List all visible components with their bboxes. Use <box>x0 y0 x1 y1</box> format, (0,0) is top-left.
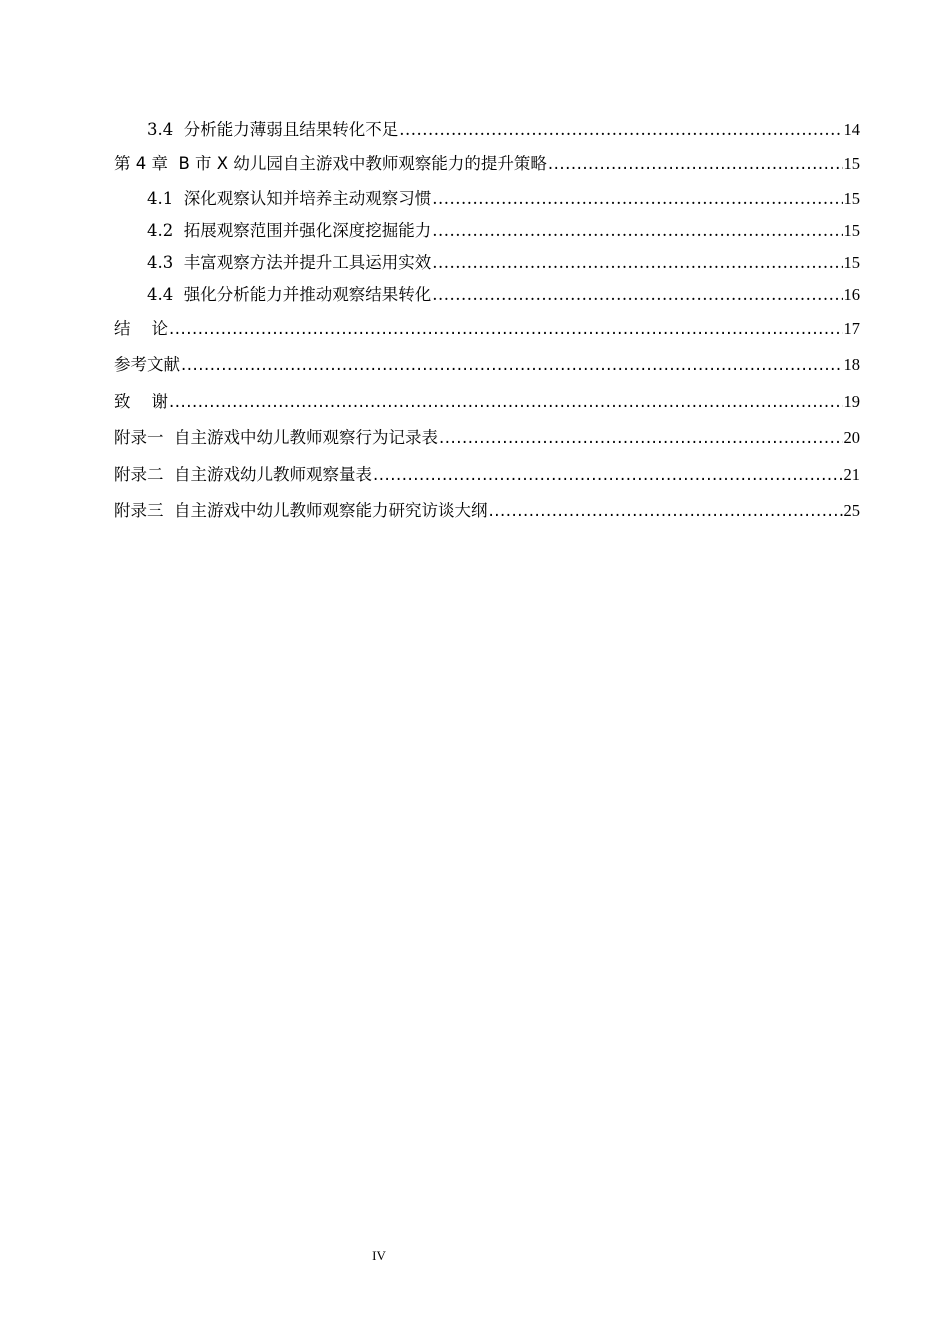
toc-entry-conclusion[interactable] <box>114 311 860 348</box>
toc-dot-leader <box>432 247 842 279</box>
toc-dot-leader <box>432 279 842 311</box>
toc-entry-4-2[interactable] <box>114 215 860 247</box>
toc-dot-leader <box>169 384 843 421</box>
toc-entry-title: 附录三 自主游戏中幼儿教师观察能力研究访谈大纲 <box>114 501 488 520</box>
toc-dot-leader <box>181 347 843 384</box>
toc-dot-leader <box>432 183 842 215</box>
toc-entry-chapter-4[interactable] <box>114 146 860 183</box>
toc-entry-page: 20 <box>843 428 860 447</box>
toc-entry-page: 15 <box>843 220 860 240</box>
toc-entry-page: 15 <box>843 154 860 173</box>
toc-entry-page: 21 <box>843 464 860 484</box>
toc-dot-leader <box>169 311 843 348</box>
toc-dot-leader <box>489 493 843 530</box>
toc-entry-title: 4.4 强化分析能力并推动观察结果转化 <box>147 284 432 304</box>
toc-entry-page: 19 <box>843 391 860 411</box>
toc-entry-page: 17 <box>843 318 860 338</box>
toc-entry-references[interactable] <box>114 347 860 384</box>
toc-dot-leader <box>439 420 843 457</box>
toc-entry-4-1[interactable] <box>114 183 860 215</box>
toc-entry-page: 25 <box>843 501 860 520</box>
toc-entry-title: 3.4 分析能力薄弱且结果转化不足 <box>147 120 399 139</box>
toc-entry-title: 附录一 自主游戏中幼儿教师观察行为记录表 <box>114 428 438 447</box>
toc-entry-appendix-2[interactable] <box>114 457 860 494</box>
toc-dot-leader <box>373 457 843 494</box>
toc-entry-page: 15 <box>843 252 860 272</box>
toc-entry-title: 4.3 丰富观察方法并提升工具运用实效 <box>147 252 432 272</box>
toc-entry-title: 4.2 拓展观察范围并强化深度挖掘能力 <box>147 220 432 240</box>
toc-entry-page: 16 <box>843 284 860 304</box>
page-number-footer: IV <box>372 1248 386 1263</box>
toc-entry-title: 4.1 深化观察认知并培养主动观察习惯 <box>147 188 432 208</box>
toc-entry-3-4[interactable] <box>114 114 860 146</box>
toc-entry-page: 14 <box>843 120 860 139</box>
toc-dot-leader <box>399 114 842 146</box>
toc-entry-page: 18 <box>843 355 860 374</box>
table-of-contents <box>114 114 860 530</box>
toc-entry-appendix-1[interactable] <box>114 420 860 457</box>
toc-entry-title: 第 4 章 B 市 X 幼儿园自主游戏中教师观察能力的提升策略 <box>114 154 547 173</box>
toc-entry-acknowledgements[interactable] <box>114 384 860 421</box>
toc-entry-4-3[interactable] <box>114 247 860 279</box>
toc-entry-page: 15 <box>843 188 860 208</box>
toc-entry-title: 附录二 自主游戏幼儿教师观察量表 <box>114 464 372 484</box>
toc-dot-leader <box>548 146 843 183</box>
toc-dot-leader <box>432 215 842 247</box>
toc-entry-title: 结 论 <box>114 318 168 338</box>
toc-entry-4-4[interactable] <box>114 279 860 311</box>
toc-entry-title: 致 谢 <box>114 391 168 411</box>
toc-entry-appendix-3[interactable] <box>114 493 860 530</box>
toc-entry-title: 参考文献 <box>114 355 180 374</box>
